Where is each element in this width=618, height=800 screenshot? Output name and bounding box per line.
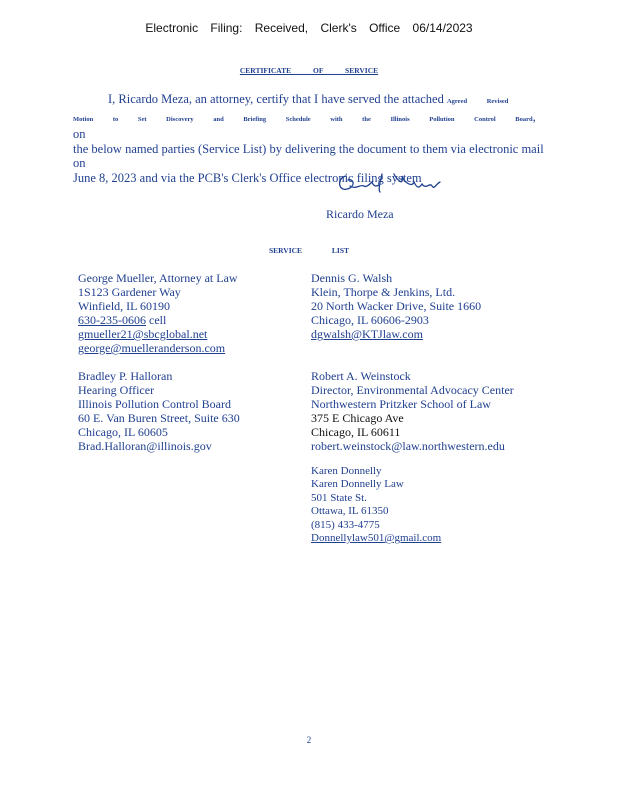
agreed-revised-label: Agreed Revised — [446, 98, 509, 105]
party-address-1: 1S123 Gardener Way — [78, 285, 181, 299]
party-address-1: 501 State St. — [311, 491, 367, 504]
party-phone-line — [78, 313, 238, 327]
party-name: Robert A. Weinstock — [311, 369, 411, 383]
certificate-line-4: June 8, 2023 and via the PCB's Clerk's Office electronic filing system — [73, 170, 422, 185]
party-address-1: 60 E. Van Buren Street, Suite 630 — [78, 411, 240, 425]
party-phone: (815) 433-4775 — [311, 518, 380, 531]
party-donnelly — [311, 465, 441, 545]
party-email-link[interactable]: gmueller21@sbcglobal.net — [78, 327, 208, 341]
party-email: Brad.Halloran@illinois.gov — [78, 439, 212, 453]
party-address-2: Chicago, IL 60606-2903 — [311, 313, 429, 327]
party-weinstock — [311, 369, 514, 453]
page-number: 2 — [306, 735, 312, 745]
filing-stamp-header: Electronic Filing: Received, Clerk's Office 06/14/2023 — [145, 21, 473, 35]
certificate-line-3: the below named parties (Service List) by delivering the document to them via electronic mail on — [73, 141, 544, 170]
party-name: George Mueller, Attorney at Law — [78, 271, 238, 285]
certificate-line-2 — [73, 110, 549, 142]
party-email: robert.weinstock@law.northwestern.edu — [311, 439, 505, 453]
party-name: Dennis G. Walsh — [311, 271, 393, 285]
certificate-on: , on — [73, 109, 536, 141]
certificate-line-1 — [73, 92, 549, 110]
party-name: Bradley P. Halloran — [78, 369, 173, 383]
party-phone[interactable]: 630-235-0606 — [78, 313, 146, 327]
motion-title: Motion to Set Discovery and Briefing Schedule with the Illinois Pollution Control Board — [73, 115, 533, 123]
party-firm: Karen Donnelly Law — [311, 478, 404, 491]
certificate-body — [73, 92, 549, 185]
party-address-2: Winfield, IL 60190 — [78, 299, 171, 313]
party-email-link[interactable]: dgwalsh@KTJlaw.com — [311, 327, 423, 341]
certificate-title — [0, 66, 618, 75]
party-address-2: Chicago, IL 60611 — [311, 425, 401, 439]
party-address-1: 375 E Chicago Ave — [311, 411, 404, 425]
service-list-title: SERVICE LIST — [268, 246, 350, 255]
signatory-name: Ricardo Meza — [326, 207, 394, 221]
party-email-link[interactable]: george@muelleranderson.com — [78, 341, 226, 355]
party-org: Illinois Pollution Control Board — [78, 397, 232, 411]
party-name: Karen Donnelly — [311, 465, 382, 477]
party-email-link[interactable]: Donnellylaw501@gmail.com — [311, 532, 442, 545]
party-title: Director, Environmental Advocacy Center — [311, 383, 514, 397]
party-firm: Klein, Thorpe & Jenkins, Ltd. — [311, 285, 456, 299]
party-title: Hearing Officer — [78, 383, 155, 397]
party-address-1: 20 North Wacker Drive, Suite 1660 — [311, 299, 482, 313]
signature-image — [334, 168, 444, 203]
party-address-2: Chicago, IL 60605 — [78, 425, 168, 439]
party-mueller — [78, 271, 238, 355]
certificate-intro: I, Ricardo Meza, an attorney, certify that I have served the attached — [108, 92, 444, 106]
certificate-title-text: CERTIFICATE OF SERVICE — [239, 66, 379, 75]
party-address-2: Ottawa, IL 61350 — [311, 505, 389, 518]
party-org: Northwestern Pritzker School of Law — [311, 397, 491, 411]
party-halloran — [78, 369, 240, 453]
party-walsh — [311, 271, 481, 341]
party-phone-suffix: cell — [146, 313, 167, 327]
